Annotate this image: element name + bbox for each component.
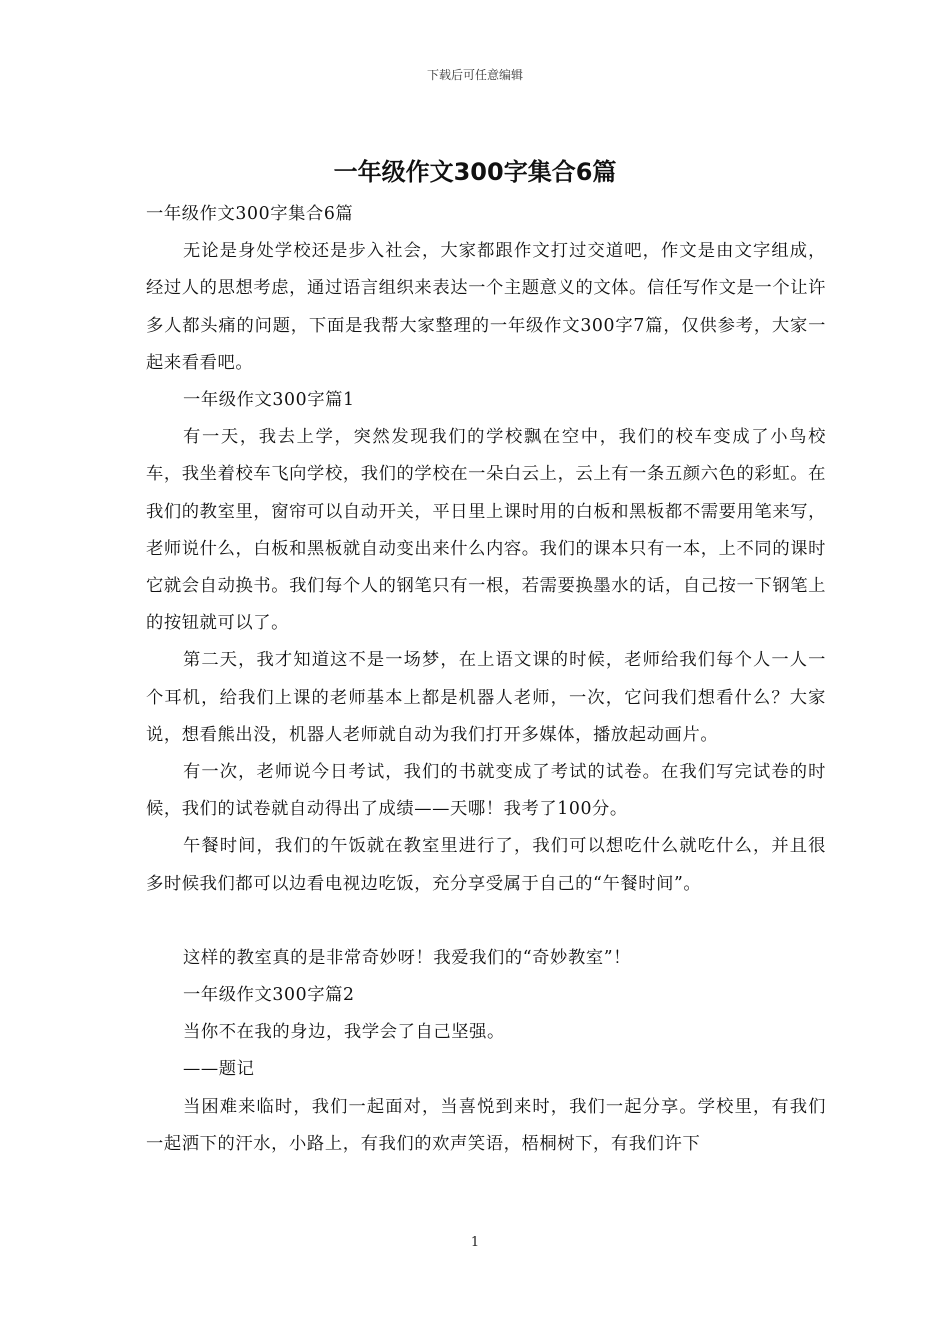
essay1-paragraph-5: 这样的教室真的是非常奇妙呀！我爱我们的“奇妙教室”！ <box>183 947 632 968</box>
intro-paragraph: 无论是身处学校还是步入社会，大家都跟作文打过交道吧，作文是由文字组成，经过人的思想考虑，通过语言组织来表达一个主题意义的文体。信任写作文是一个让许多人都头痛的问题，下面是我帮大家整理的一年级作文300字7篇，仅供参考，大家一起来看看吧。 <box>146 241 826 373</box>
essay2-paragraph-1: 当困难来临时，我们一起面对，当喜悦到来时，我们一起分享。学校里，有我们一起洒下的汗水，小路上，有我们的欢声笑语，梧桐树下，有我们许下 <box>146 1096 826 1154</box>
essay2-epigraph-source: ——题记 <box>183 1059 255 1080</box>
document-title: 一年级作文300字集合6篇 <box>333 158 617 186</box>
header-note: 下载后可任意编辑 <box>426 68 523 82</box>
subtitle-line: 一年级作文300字集合6篇 <box>146 204 354 224</box>
essay2-epigraph: 当你不在我的身边，我学会了自己坚强。 <box>183 1022 505 1043</box>
section-heading-1: 一年级作文300字篇1 <box>183 390 355 411</box>
essay1-paragraph-4: 午餐时间，我们的午饭就在教室里进行了，我们可以想吃什么就吃什么，并且很多时候我们都可以边看电视边吃饭，充分享受属于自己的“午餐时间”。 <box>146 836 826 894</box>
page-number: 1 <box>470 1235 480 1250</box>
document-body <box>146 196 826 1163</box>
essay1-paragraph-3: 有一次，老师说今日考试，我们的书就变成了考试的试卷。在我们写完试卷的时候，我们的试卷就自动得出了成绩——天哪！我考了100分。 <box>146 762 826 820</box>
essay1-paragraph-2: 第二天，我才知道这不是一场梦，在上语文课的时候，老师给我们每个人一人一个耳机，给我们上课的老师基本上都是机器人老师，一次，它问我们想看什么？大家说，想看熊出没，机器人老师就自动为我们打开多媒体，播放起动画片。 <box>146 650 826 745</box>
section-heading-2: 一年级作文300字篇2 <box>183 985 355 1006</box>
essay1-paragraph-1: 有一天，我去上学，突然发现我们的学校飘在空中，我们的校车变成了小鸟校车，我坐着校车飞向学校，我们的学校在一朵白云上，云上有一条五颜六色的彩虹。在我们的教室里，窗帘可以自动开关，平日里上课时用的白板和黑板都不需要用笔来写，老师说什么，白板和黑板就自动变出来什么内容。我们的课本只有一本，上不同的课时它就会自动换书。我们每个人的钢笔只有一根，若需要换墨水的话，自己按一下钢笔上的按钮就可以了。 <box>146 427 826 634</box>
